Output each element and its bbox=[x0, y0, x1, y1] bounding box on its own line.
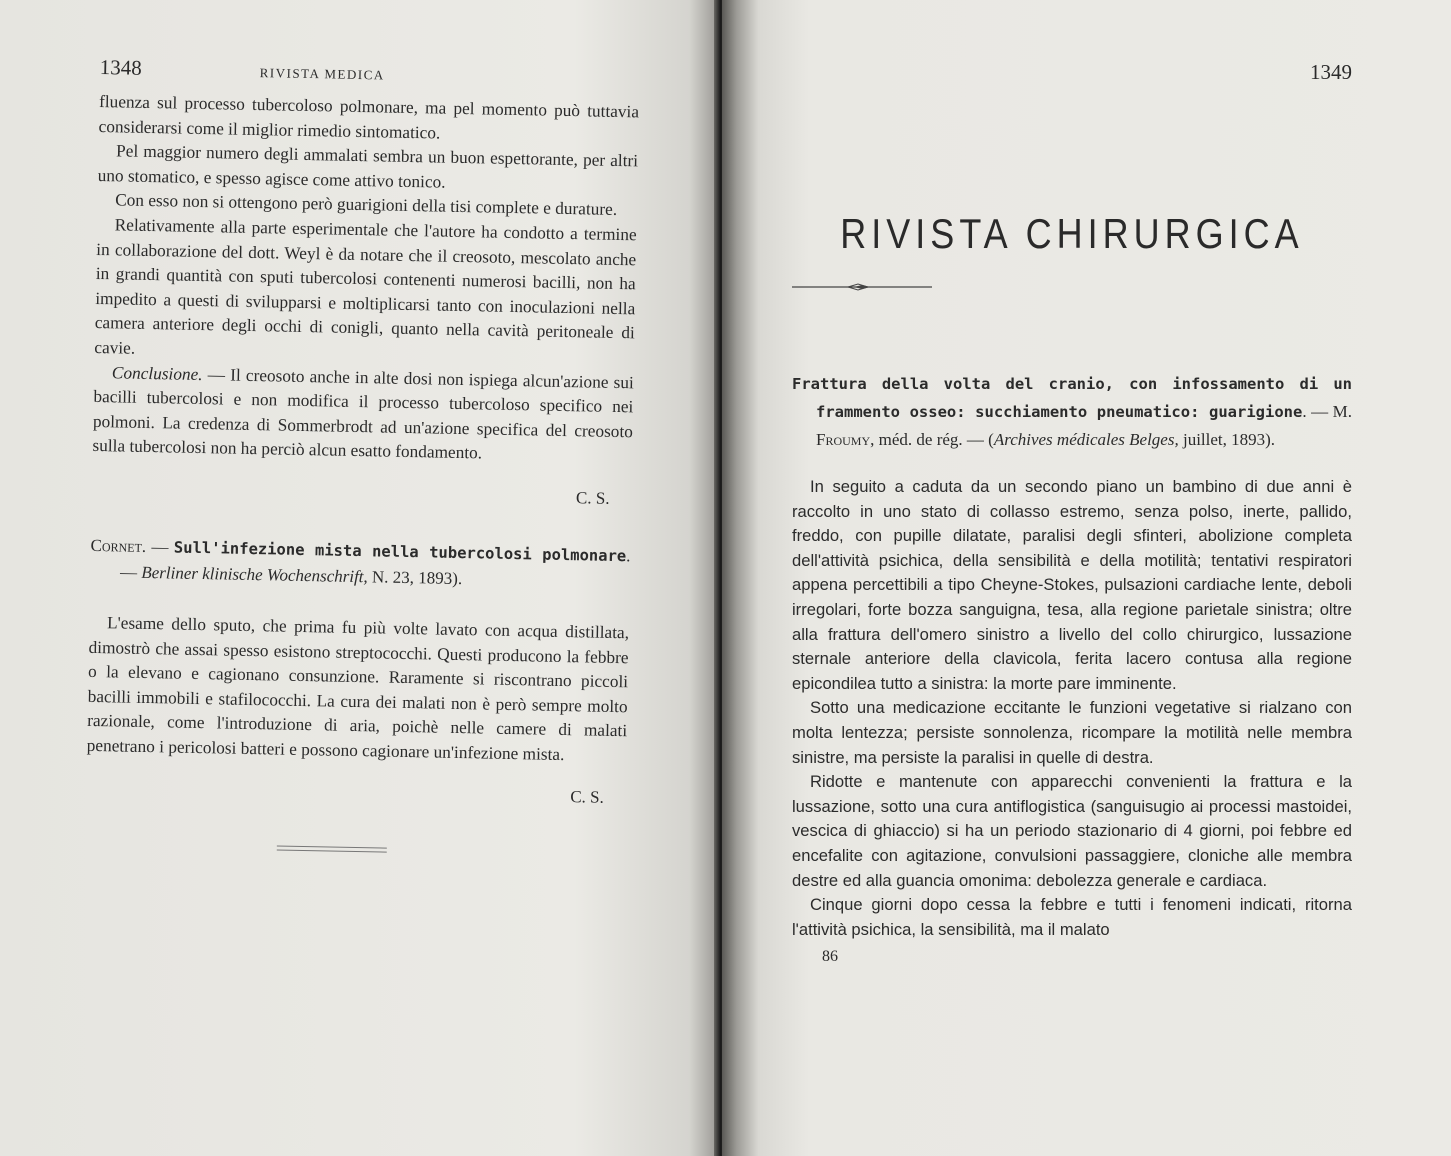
signature: C. S. bbox=[570, 787, 605, 808]
left-article1-body bbox=[92, 90, 639, 469]
article2-source: Berliner klinische Wochenschrift, bbox=[141, 562, 368, 587]
right-article-author-suffix: , méd. de rég. — ( bbox=[870, 430, 994, 449]
article2-source-rest: N. 23, 1893). bbox=[367, 567, 463, 588]
left-article2-body bbox=[86, 611, 629, 769]
right-paragraph: Cinque giorni dopo cessa la febbre e tutti i fenomeni indicati, ritorna l'attività psichica, la sensibilità, ma il malato bbox=[792, 895, 1352, 939]
right-page-number: 1349 bbox=[1310, 60, 1352, 84]
right-article-heading bbox=[792, 370, 1352, 453]
signature-mark: 86 bbox=[822, 948, 838, 966]
right-paragraph: In seguito a caduta da un secondo piano un bambino di due anni è raccolto in uno stato di collasso estremo, senza polso, inerte, pallido, freddo, con pupille dilatate, paralisi degli sfinteri, abolizione completa dell'attività psichica, della sensibilità e della motilità; tentativi respiratori appena percettibili a tipo Cheyne-Stokes, pulsazioni cardiache lente, deboli irregolari, forte bozza sanguigna, tesa, alla regione parietale sinistra; oltre alla frattura dell'omero sinistro a livello del collo chirurgico, lussazione sternale anteriore della clavicola, ferita lacero contusa alla regione epicondilea tutto a sinistra: la morte pare imminente. bbox=[792, 477, 1352, 693]
section-title: RIVISTA CHIRURGICA bbox=[840, 209, 1304, 257]
article2-heading bbox=[90, 533, 631, 595]
conclusion-label: Conclusione. bbox=[111, 362, 203, 384]
left-paragraph: Pel maggior numero degli ammalati sembra un buon espettorante, per altri uno stomatico, e spesso agisce come attivo tonico. bbox=[97, 141, 639, 192]
article2-title: Sull'infezione mista nella tubercolosi polmonare bbox=[173, 538, 627, 566]
left-paragraph: Relativamente alla parte esperimentale che l'autore ha condotto a termine in collaborazione del dott. Weyl è da notare che il creosoto, mescolato anche in grandi quantità con sputi tubercolosi contenenti numerosi bacilli, non ha impedito a questi di svilupparsi e moltiplicarsi tanto con inoculazioni nella camera anteriore degli occhi di conigli, quanto nella cavità peritoneale di cavie. bbox=[94, 215, 637, 358]
left-running-title: RIVISTA MEDICA bbox=[259, 65, 385, 83]
right-article-source-rest: juillet, 1893). bbox=[1178, 430, 1276, 449]
right-article-body bbox=[792, 475, 1352, 942]
left-page bbox=[0, 0, 718, 1156]
article2-dash: . — bbox=[119, 546, 631, 582]
left-conclusion bbox=[92, 360, 634, 469]
right-article-source: Archives médicales Belges, bbox=[993, 430, 1179, 449]
left-running-head bbox=[100, 55, 640, 90]
right-article-title: Frattura della volta del cranio, con infossamento di un frammento osseo: succhiamento pneumatico: guarigione bbox=[792, 375, 1352, 421]
right-paragraph: Ridotte e mantenute con apparecchi convenienti la frattura e la lussazione, sotto una cura antiflogistica (sanguisugio ai processi mastoidei, vescica di ghiaccio) si ha un periodo stazionario di 4 giorni, poi febbre ed encefalite con agitazione, convulsioni passaggiere, cloniche alle membra destre ed alla guancia omonima: debolezza generale e cardiaca. bbox=[792, 772, 1352, 890]
conclusion-text: — Il creosoto anche in alte dosi non ispiega alcun'azione sui bacilli tubercolosi e non modifica il processo tubercoloso specifico nei polmoni. La credenza di Sommerbrodt ad un'azione specifica del creosoto sulla tubercolosi non ha perciò alcun esatto fondamento. bbox=[92, 364, 634, 463]
signature: C. S. bbox=[575, 488, 610, 508]
right-paragraph: Sotto una medicazione eccitante le funzioni vegetative si rialzano con molta lentezza; persiste sonnolenza, ricompare la motilità nelle membra sinistre, ma persiste la paralisi in quelle di destra. bbox=[792, 698, 1352, 767]
end-rule bbox=[277, 846, 387, 853]
left-page-number: 1348 bbox=[99, 55, 142, 80]
article2-author: Cornet. bbox=[90, 535, 147, 556]
left-page-content bbox=[85, 55, 640, 861]
right-article-author: Froumy bbox=[816, 430, 871, 449]
right-page bbox=[722, 0, 1451, 1156]
ornament-rule bbox=[792, 281, 932, 293]
left-paragraph: fluenza sul processo tubercoloso polmonare, ma pel momento può tuttavia considerarsi come il miglior rimedio sintomatico. bbox=[98, 91, 640, 143]
right-page-content bbox=[792, 60, 1352, 966]
article2-dash: — bbox=[145, 536, 175, 557]
right-article-author-prefix: . — M. bbox=[1302, 402, 1352, 421]
left-paragraph: Con esso non si ottengono però guarigioni della tisi complete e durature. bbox=[115, 190, 618, 220]
left-paragraph: L'esame dello sputo, che prima fu più volte lavato con acqua distillata, dimostrò che assai spesso esistono streptococchi. Questi producono la febbre o la elevano e cagionano consunzione. Raramente si riscontrano piccoli bacilli immobili e stafilococchi. La cura dei malati non è però sempre molto razionale, come l'introduzione di aria, poichè nelle camere di malati penetrano i pericolosi batteri e possono cagionare un'infezione mista. bbox=[86, 613, 630, 764]
